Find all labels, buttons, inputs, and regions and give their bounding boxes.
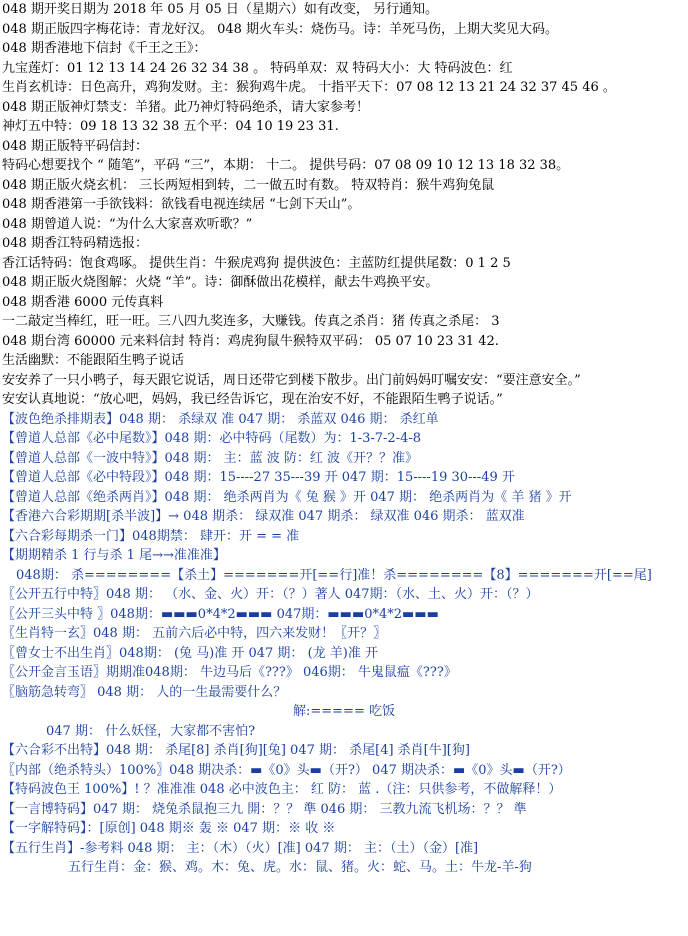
line-xiangjiang-title: 048 期香江特码精选报： (2, 236, 148, 251)
line-lamp-five: 神灯五中特：09 18 13 32 38 五个平：04 10 19 23 31. (2, 119, 339, 134)
line-zeng-segment: 【曾道人总部《必中特段》】048 期：15----27 35---39 开 047 期：15----19 30---49 开 (2, 470, 515, 485)
line-fire-diagram: 048 期正版火烧图解：火烧 “羊”。诗：御酥做出花模样，献去牛鸡换平安。 (2, 275, 439, 290)
line-ms-zeng: 〖曾女士不出生肖〗048期： (兔 马)准 开 047 期： (龙 羊)准 开 (2, 645, 378, 661)
line-hk-fax-title: 048 期香港 6000 元传真料 (2, 294, 164, 310)
line-five-zodiac-list: 五行生肖：金：猴、鸡。木：兔、虎。水：鼠、猪。火：蛇、马。土：牛龙-羊-狗 (68, 860, 532, 875)
line-zeng-two-zodiac: 【曾道人总部《绝杀两肖》】048 期： 绝杀两肖为《 兔 猴 》开 047 期： 绝杀两肖为《 羊 猪 》开 (2, 489, 572, 505)
line-special-wish: 特码心想要找个 “ 随笔”，平码 “三”，本期： 十二。 提供号码：07 08 09 10 12 13 18 32 38。 (2, 158, 570, 173)
line-zeng-wave: 【曾道人总部《一波中特》】048 期： 主：蓝 波 防：红 波《开？？准》 (2, 450, 418, 466)
line-hk-letter-title: 048 期香港地下信封《千王之王》： (2, 41, 207, 56)
line-golden-words: 〖公开金言玉语〗期期准048期： 牛边马后《???》 046期： 牛鬼鼠瘟《???》 (2, 665, 457, 680)
line-zodiac-mystery: 〖生肖特一玄〗048 期： 五前六后必中特，四六来发财！〖开？〗 (2, 626, 387, 641)
line-humor-story-2: 安安认真地说：“放心吧，妈妈，我已经告诉它，现在治安不好，不能跟陌生鸭子说话。” (2, 392, 503, 407)
line-xiangjiang-detail: 香江话特码：饱食鸡啄。 提供生肖：牛猴虎鸡狗 提供波色：主蓝防红提供尾数：0 1 2 5 (2, 255, 511, 271)
line-five-elements: 〖公开五行中特〗048 期： （水、金、火）开：（？）著人 047期：（水、土、火）开：（？） (2, 587, 539, 602)
line-zeng-tail: 【曾道人总部《必中尾数》】048 期：必中特码（尾数）为：1-3-7-2-4-8 (2, 431, 422, 446)
line-humor-story-1: 安安养了一只小鸭子，每天跟它说话，周日还带它到楼下散步。出门前妈妈叮嘱安安：“要注意安全。” (2, 372, 581, 388)
line-kill-row-tail: 048期： 杀========【杀土】=======开[==行]准！杀========【8】=======开[==尾] (16, 567, 652, 583)
line-no-special: 【六合彩不出特】048 期： 杀尾[8] 杀肖[狗][兔] 047 期： 杀尾[4] 杀肖[牛][狗] (2, 743, 470, 758)
line-kill-head: 〖内部（绝杀特头）100%〗048 期决杀：▬《0》头▬（开?） 047 期决杀：▬《0》头▬（开?） (2, 762, 571, 778)
line-kill-row-tail-title: 【期期精杀 1 行与杀 1 尾→→准准准】 (2, 548, 226, 563)
line-fire-mystery: 048 期正版火烧玄机： 三长两短相到转，二一做五时有数。 特双特肖：猴牛鸡狗兔鼠 (2, 177, 495, 193)
line-color-king: 【特码波色王 100%】! ？准准准 048 必中波色主： 红 防： 蓝 .（注：只供参考，不做解释！） (2, 782, 562, 797)
line-hk-first-hand: 048 期香港第一手欲钱料：欲钱看电视连续居 “七剑下天山”。 (2, 197, 361, 212)
line-hk-fax-detail: 一二敲定当棒红，旺一旺。三八四九奖连多，大赚钱。传真之杀肖：猪 传真之杀尾： 3 (2, 314, 500, 329)
line-brain-047: 047 期： 什么妖怪，大家都不害怕? (46, 723, 256, 739)
line-nine-lotus: 九宝莲灯：01 12 13 14 24 26 32 34 38 。 特码单双：双 特码大小：大 特码波色：红 (2, 60, 513, 76)
line-hk-half-wave: 【香港六合彩期期[杀半波]】→ 048 期杀： 绿双准 047 期杀： 绿双准 046 期杀： 蓝双准 (2, 509, 525, 524)
line-zeng-says: 048 期曾道人说：“为什么大家喜欢听歌？” (2, 216, 253, 232)
line-plum-poem: 048 期正版四字梅花诗：青龙好汉。 048 期火车头：烧伤马。诗：羊死马伤，上期大奖见大码。 (2, 21, 559, 37)
line-lamp-ban: 048 期正版神灯禁支：羊猪。此乃神灯特码绝杀，请大家参考！ (2, 99, 369, 115)
line-one-word-bet: 【一言博特码】047 期： 烧兔杀鼠抱三九 開：？？ 準 046 期： 三教九流飞机场：？？ 準 (2, 801, 527, 817)
line-zodiac-poem: 生肖玄机诗：日色高升，鸡狗发财。主：猴狗鸡牛虎。 十指平天下：07 08 12 13 21 24 32 37 45 46 。 (2, 80, 616, 95)
line-color-kill: 【波色绝杀排期表】048 期： 杀绿双 准 047 期： 杀蓝双 046 期： 杀红单 (2, 411, 439, 427)
line-draw-date: 048 期开奖日期为 2018 年 05 月 05 日（星期六）如有改变， 另行通知。 (2, 2, 439, 17)
line-one-char: 【一字解特码】：[原创] 048 期※ 轰 ※ 047 期：※ 收 ※ (2, 821, 336, 836)
line-special-letter: 048 期正版特平码信封： (2, 138, 148, 154)
line-humor-title: 生活幽默：不能跟陌生鸭子说话 (2, 353, 185, 368)
line-brain-answer: 解:===== 吃饭 (293, 704, 395, 719)
line-kill-one-door: 【六合彩每期杀一门】048期禁： 肆开：开 = = 准 (2, 528, 300, 544)
line-three-heads: 〖公开三头中特 〗048期：▬▬▬0*4*2▬▬▬ 047期：▬▬▬0*4*2▬▬▬ (2, 606, 439, 622)
line-taiwan-letter: 048 期台湾 60000 元来料信封 特肖：鸡虎狗鼠牛猴特双平码： 05 07 10 23 31 42. (2, 333, 499, 349)
line-brain-teaser: 〖脑筋急转弯〗 048 期： 人的一生最需要什么？ (2, 684, 287, 700)
line-five-zodiac: 【五行生肖】-参考料 048 期： 主：（木）（火）[准] 047 期： 主：（土）（金）[准] (2, 840, 479, 856)
